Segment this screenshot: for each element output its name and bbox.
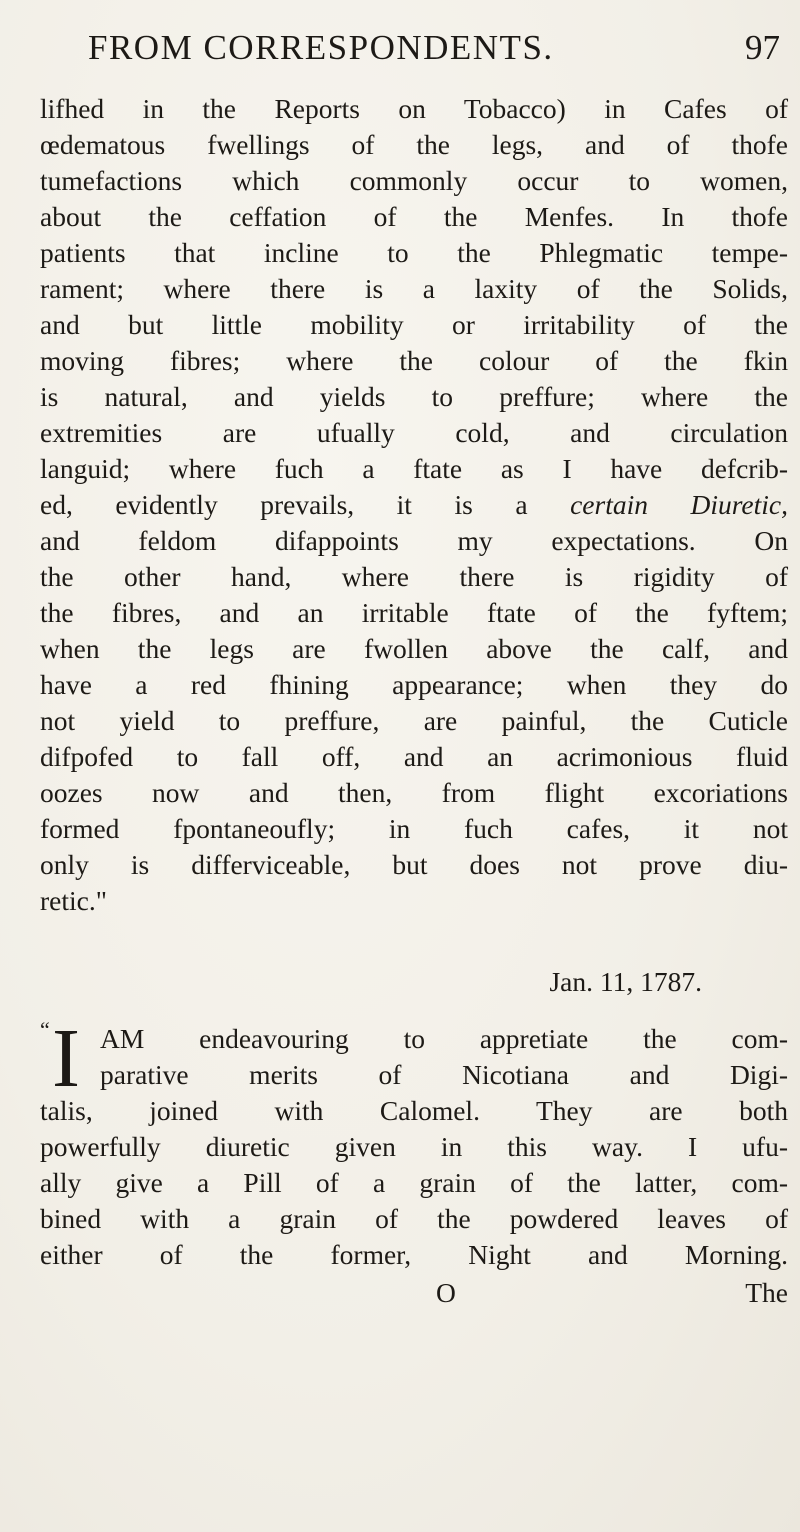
page-number: 97 — [745, 28, 780, 67]
text-line: AM endeavouring to appretiate the com- — [100, 1023, 788, 1054]
text-line: when the legs are fwollen above the calf, and — [40, 633, 788, 664]
catchword: The — [745, 1277, 788, 1308]
dateline: Jan. 11, 1787. — [549, 966, 702, 997]
text-line-last: retic." — [40, 885, 107, 916]
italic-phrase: certain Diuretic, — [570, 489, 788, 520]
text-line: not yield to preffure, are painful, the Cuticle — [40, 705, 788, 736]
page-footer — [40, 1275, 788, 1311]
text-line: tumefactions which commonly occur to women, — [40, 165, 788, 196]
text-line: the other hand, where there is rigidity of — [40, 561, 788, 592]
text-line: patients that incline to the Phlegmatic tempe- — [40, 237, 788, 268]
text-line: the fibres, and an irritable ftate of the fyftem; — [40, 597, 788, 628]
text-line-with-italic — [40, 487, 788, 523]
text-line: parative merits of Nicotiana and Digi- — [100, 1059, 788, 1090]
drop-cap: I — [52, 1012, 80, 1105]
text-line: and but little mobility or irritability of the — [40, 309, 788, 340]
text-line: talis, joined with Calomel. They are both — [40, 1095, 788, 1126]
text-line: about the ceffation of the Menfes. In thofe — [40, 201, 788, 232]
text-line: languid; where fuch a ftate as I have defcrib- — [40, 453, 788, 484]
text-line: ally give a Pill of a grain of the latter, com- — [40, 1167, 788, 1198]
text-line: extremities are ufually cold, and circulation — [40, 417, 788, 448]
text-line: powerfully diuretic given in this way. I ufu- — [40, 1131, 788, 1162]
text-line: oozes now and then, from flight excoriations — [40, 777, 788, 808]
text-line: only is differviceable, but does not prove diu- — [40, 849, 788, 880]
text-line: is natural, and yields to preffure; where the — [40, 381, 788, 412]
text-line: formed fpontaneoufly; in fuch cafes, it not — [40, 813, 788, 844]
open-quote-mark: “ — [40, 1017, 50, 1042]
text-line: have a red fhining appearance; when they do — [40, 669, 788, 700]
text-line: either of the former, Night and Morning. — [40, 1239, 788, 1270]
text-line: difpofed to fall off, and an acrimonious fluid — [40, 741, 788, 772]
running-title: FROM CORRESPONDENTS. — [88, 28, 554, 67]
running-head — [88, 28, 780, 78]
text-line: and feldom difappoints my expectations. On — [40, 525, 788, 556]
text-line: rament; where there is a laxity of the Solids, — [40, 273, 788, 304]
text-line: moving fibres; where the colour of the fkin — [40, 345, 788, 376]
text-line: bined with a grain of the powdered leaves of — [40, 1203, 788, 1234]
text-line: lifhed in the Reports on Tobacco) in Cafes of — [40, 93, 788, 124]
signature-mark: O — [436, 1277, 456, 1308]
text-line: œdematous fwellings of the legs, and of thofe — [40, 129, 788, 160]
text-segment: ed, evidently prevails, it is a — [40, 489, 528, 520]
